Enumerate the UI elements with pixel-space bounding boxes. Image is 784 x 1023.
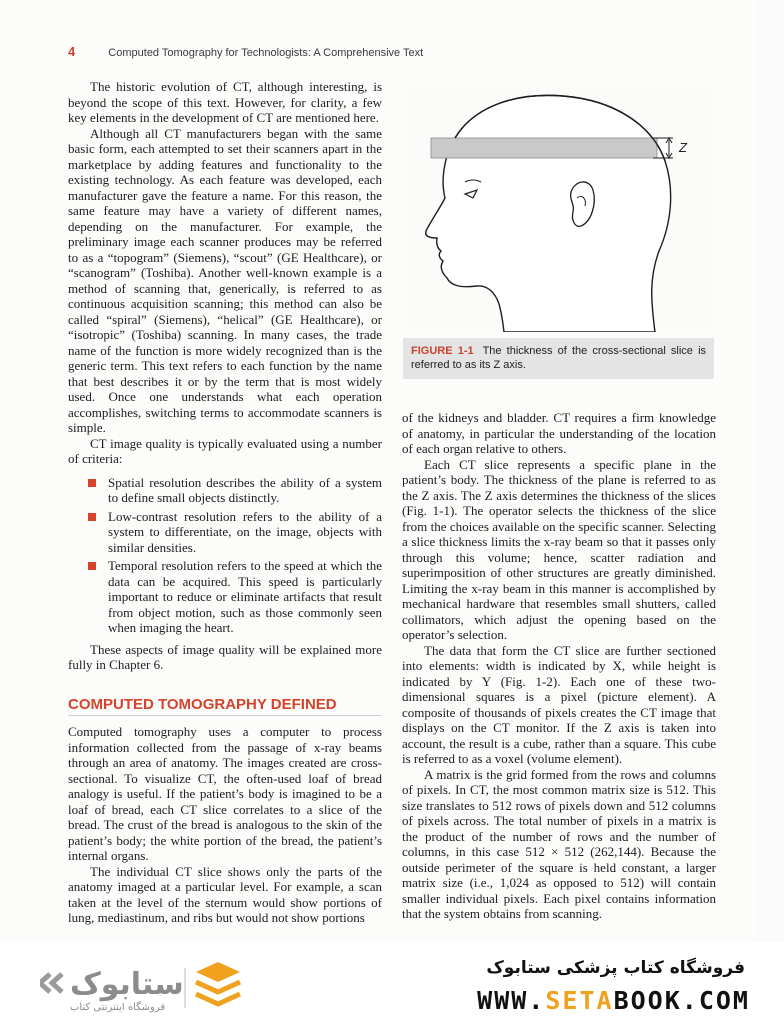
left-column <box>68 79 382 926</box>
paragraph: Computed tomography uses a computer to process information collected from the passage of x-ray beams through an area of anatomy. The images created are cross-sectional. To visualize CT, the often-used loaf of bread analogy is useful. If the patient’s body is imagined to be a loaf of bread, each CT slice correlates to a slice of the bread. The crust of the bread is analogous to the skin of the patient’s body; the white portion of the bread, the patient’s internal organs. <box>68 724 382 863</box>
paragraph: The individual CT slice shows only the parts of the anatomy imaged at a particular level. For example, a scan taken at the level of the sternum would show portions of lung, mediastinum, and ribs but would not show portions <box>68 863 382 925</box>
paragraph: These aspects of image quality will be explained more fully in Chapter 6. <box>68 641 382 672</box>
paragraph: The data that form the CT slice are further sectioned into elements: width is indicated by X, while height is indicated by Y (Fig. 1-2). Each one of these two-dimensional squares is a pixel (picture element). A composite of thousands of pixels creates the CT image that displays on the CT monitor. If the Z axis is taken into account, the result is a cube, rather than a square. This cube is referred to as a voxel (volume element). <box>402 642 716 766</box>
paragraph: CT image quality is typically evaluated using a number of criteria: <box>68 435 382 466</box>
setabook-logo-icon <box>40 954 250 1014</box>
url-suffix: BOOK.COM <box>613 986 750 1015</box>
list-item <box>86 475 382 506</box>
list-item-text: Temporal resolution refers to the speed at which the data can be acquired. This speed is particularly important to reduce or eliminate artifacts that result from object motion, such as those commonly seen when imaging the heart. <box>108 558 382 635</box>
paragraph: Although all CT manufacturers began with the same basic form, each attempted to set their scanners apart in the marketplace by adding features and functionality to the existing technology. As each feature was developed, each manufacturer gave the feature a name. For this reason, the same feature may have a variety of different names, depending on the manufacturer. For example, the preliminary image each scanner produces may be referred to as a “topogram” (Siemens), “scout” (GE Healthcare), or “scanogram” (Toshiba). Another well-known example is a method of scanning that, generically, is referred to as continuous acquisition scanning; this method can also be called “spiral” (Siemens), “helical” (GE Healthcare), or “isotropic” (Toshiba) scanning. In many cases, the trade name of the function is more widely recognized than is the generic term. This text refers to each function by the name that best describes it or by the term that is most widely used. Once one understands what each operation accomplishes, switching terms to accommodate scanners is simple. <box>68 125 382 435</box>
right-column <box>402 410 716 922</box>
figure-label: FIGURE 1-1 <box>411 345 474 357</box>
criteria-list <box>68 475 382 636</box>
list-item <box>86 509 382 556</box>
section-heading: COMPUTED TOMOGRAPHY DEFINED <box>68 697 382 717</box>
logo-subtitle: فروشگاه اینترنتی کتاب <box>70 1002 166 1013</box>
square-bullet-icon <box>88 479 96 487</box>
figure-caption <box>403 338 714 379</box>
paragraph: A matrix is the grid formed from the rows and columns of pixels. In CT, the most common matrix size is 512. This size translates to 512 rows of pixels down and 512 columns of pixels across. The total number of pixels in a matrix is the product of the number of rows and the number of columns, in this case 512 × 512 (262,144). Because the outside perimeter of the square is held constant, a larger matrix size (i.e., 1,024 as opposed to 512) will contain smaller individual pixels. Each pixel contains information that the system obtains from scanning. <box>402 766 716 921</box>
running-title: Computed Tomography for Technologists: A Comprehensive Text <box>108 47 424 59</box>
watermark-footer <box>0 942 784 1023</box>
list-item-text: Spatial resolution describes the ability of a system to define small objects distinctly. <box>108 474 382 505</box>
store-name: فروشگاه کتاب پزشکی ستابوک <box>486 958 745 978</box>
page-edge <box>758 0 784 942</box>
running-head <box>68 44 748 59</box>
logo-text: ستابوک <box>70 967 184 1002</box>
setabook-logo <box>40 954 250 1014</box>
list-item <box>86 558 382 636</box>
square-bullet-icon <box>88 562 96 570</box>
page-number: 4 <box>68 44 76 59</box>
list-item-text: Low-contrast resolution refers to the ability of a system to differentiate, on the image, objects with similar densities. <box>108 508 382 555</box>
site-url <box>405 986 750 1015</box>
paragraph: The historic evolution of CT, although interesting, is beyond the scope of this text. However, for clarity, a few key elements in the development of CT are mentioned here. <box>68 79 382 125</box>
paragraph: of the kidneys and bladder. CT requires a firm knowledge of anatomy, in particular the understanding of the location of each organ relative to others. <box>402 410 716 456</box>
caption-text: The thickness of the cross-sectional slice is referred to as its Z axis. <box>411 345 707 371</box>
head-profile-illustration-icon <box>403 86 716 332</box>
url-highlight: SETA <box>545 986 614 1015</box>
paragraph: Each CT slice represents a specific plane in the patient’s body. The thickness of the plane is referred to as the Z axis. The Z axis determines the thickness of the slices (Fig. 1-1). The operator selects the thickness of the slice from the choices available on the specific scanner. Selecting a slice thickness limits the x-ray beam so that it passes only through this volume; hence, scatter radiation and superimposition of other structures are greatly diminished. Limiting the x-ray beam in this manner is accomplished by mechanical hardware that resembles small shutters, called collimators, which adjust the opening based on the operator’s selection. <box>402 456 716 642</box>
z-axis-label: Z <box>679 140 687 155</box>
square-bullet-icon <box>88 513 96 521</box>
url-prefix: WWW. <box>477 986 546 1015</box>
figure-1-1 <box>403 86 716 332</box>
